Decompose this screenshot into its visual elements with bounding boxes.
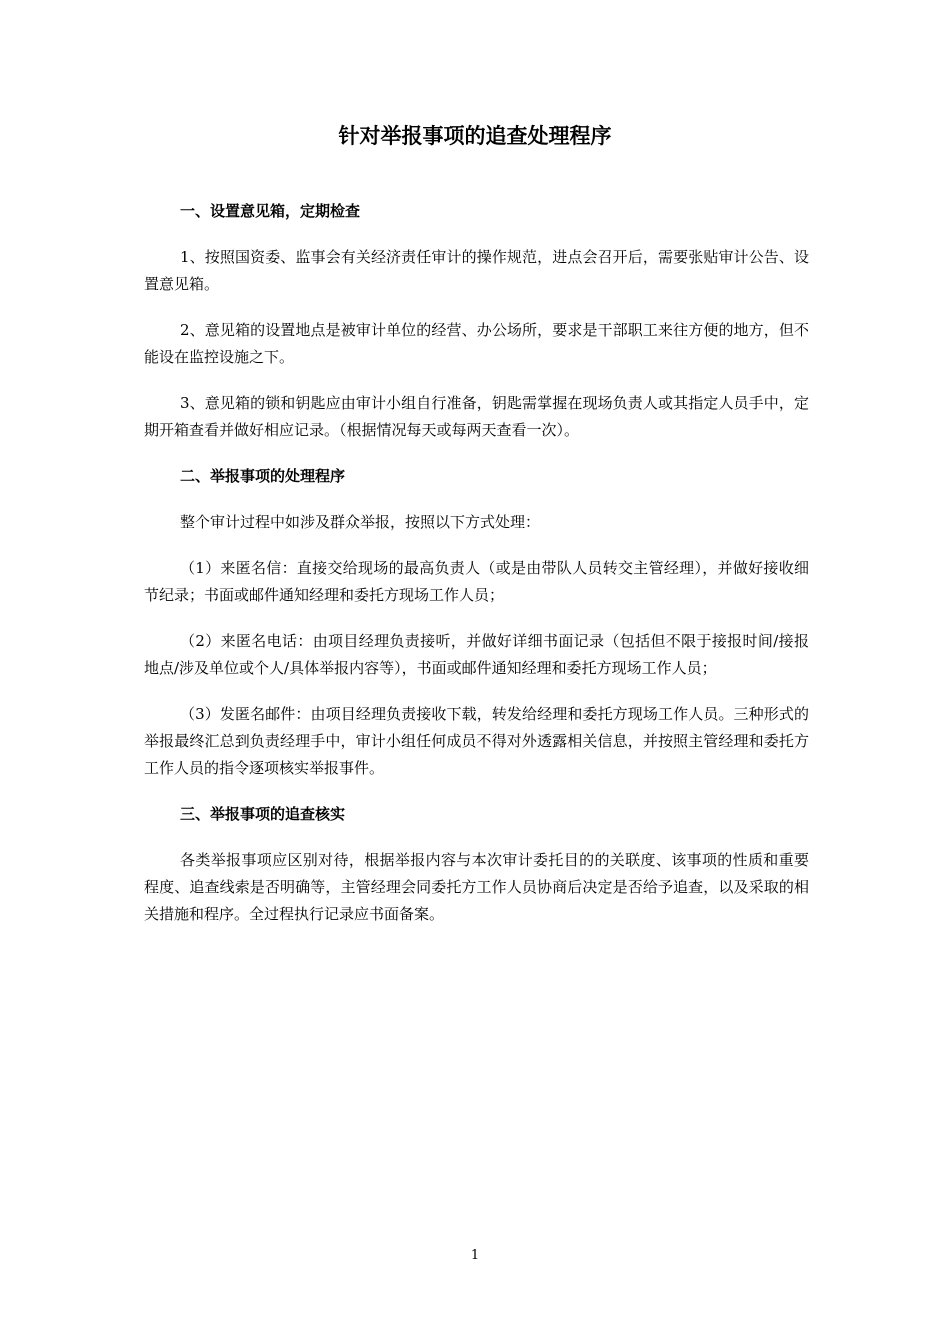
section-1	[144, 198, 809, 444]
paragraph: 3、意见箱的锁和钥匙应由审计小组自行准备，钥匙需掌握在现场负责人或其指定人员手中，定期开箱查看并做好相应记录。（根据情况每天或每两天查看一次）。	[144, 394, 809, 439]
paragraph: （2）来匿名电话：由项目经理负责接听，并做好详细书面记录（包括但不限于接报时间/接报地点/涉及单位或个人/具体举报内容等），书面或邮件通知经理和委托方现场工作人员；	[144, 632, 809, 677]
document-title: 针对举报事项的追查处理程序	[338, 124, 612, 148]
paragraph: （1）来匿名信：直接交给现场的最高负责人（或是由带队人员转交主管经理），并做好接收细节纪录；书面或邮件通知经理和委托方现场工作人员；	[144, 559, 809, 604]
page-number: 1	[470, 1248, 480, 1263]
document-body	[144, 198, 809, 947]
paragraph: 2、意见箱的设置地点是被审计单位的经营、办公场所，要求是干部职工来往方便的地方，但不能设在监控设施之下。	[144, 321, 809, 366]
paragraph: 整个审计过程中如涉及群众举报，按照以下方式处理：	[180, 513, 541, 531]
section-heading: 二、举报事项的处理程序	[180, 467, 346, 485]
section-heading: 一、设置意见箱，定期检查	[180, 202, 361, 220]
section-3	[144, 801, 809, 928]
section-heading: 三、举报事项的追查核实	[180, 805, 346, 823]
paragraph: （3）发匿名邮件：由项目经理负责接收下载，转发给经理和委托方现场工作人员。三种形式的举报最终汇总到负责经理手中，审计小组任何成员不得对外透露相关信息，并按照主管经理和委托方工作人员的指令逐项核实举报事件。	[144, 705, 809, 777]
paragraph: 各类举报事项应区别对待，根据举报内容与本次审计委托目的的关联度、该事项的性质和重要程度、追查线索是否明确等，主管经理会同委托方工作人员协商后决定是否给予追查，以及采取的相关措施和程序。全过程执行记录应书面备案。	[144, 851, 809, 923]
section-2	[144, 463, 809, 782]
paragraph: 1、按照国资委、监事会有关经济责任审计的操作规范，进点会召开后，需要张贴审计公告、设置意见箱。	[144, 248, 809, 293]
